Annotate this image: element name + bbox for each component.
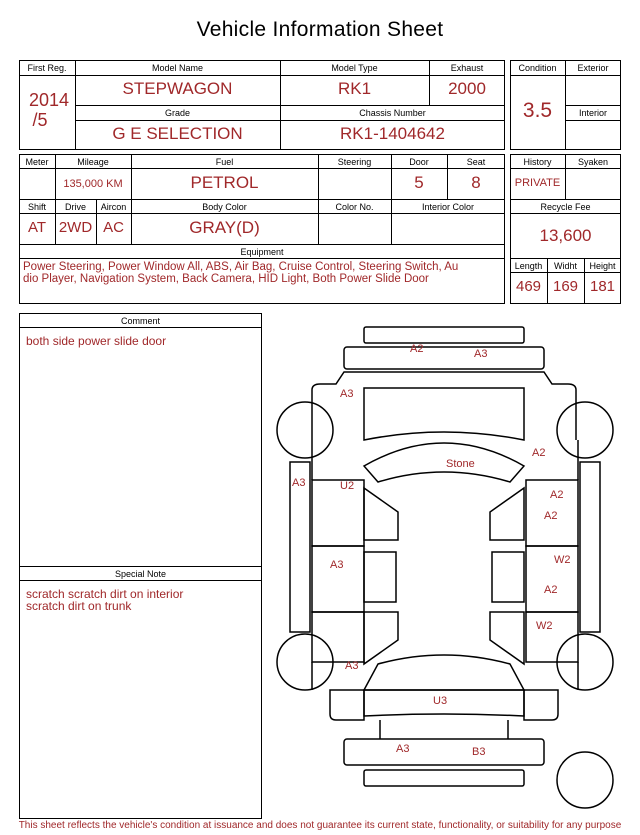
page-title: Vehicle Information Sheet xyxy=(196,18,444,41)
special-note-line-2: scratch dirt on trunk xyxy=(26,599,132,613)
history-value: PRIVATE xyxy=(514,177,561,189)
mark-right-slide-door-2: A2 xyxy=(544,584,558,596)
grade-value: G E SELECTION xyxy=(112,124,243,143)
mark-front-2: A3 xyxy=(474,348,488,360)
first-reg-month: /5 xyxy=(32,110,48,130)
mark-right-fender: A2 xyxy=(532,447,546,459)
fuel-value: PETROL xyxy=(190,173,259,192)
mark-rear-bumper-left: A3 xyxy=(396,743,410,755)
equipment-line-1: Power Steering, Power Window All, ABS, Air Bag, Cruise Control, Steering Switch, Au xyxy=(23,261,459,273)
model-type-value: RK1 xyxy=(337,79,372,98)
mark-right-slide-door-1: W2 xyxy=(554,554,571,566)
model-name-value: STEPWAGON xyxy=(122,79,233,98)
interior-color-label: Interior Color xyxy=(421,202,475,212)
color-no-label: Color No. xyxy=(335,202,374,212)
syaken-label: Syaken xyxy=(577,157,609,167)
chassis-number-label: Chassis Number xyxy=(359,108,426,118)
equipment-line-2: dio Player, Navigation System, Back Camera, HID Light, Both Power Slide Door xyxy=(23,273,429,285)
mark-left-pillar: A3 xyxy=(292,477,306,489)
model-type-label: Model Type xyxy=(331,63,378,73)
mark-right-front-door-2: A2 xyxy=(544,510,558,522)
shift-value: AT xyxy=(27,219,47,236)
drive-label: Drive xyxy=(64,202,86,212)
door-value: 5 xyxy=(414,173,424,192)
mark-right-front-door-1: A2 xyxy=(550,489,564,501)
interior-label: Interior xyxy=(578,108,607,118)
height-value: 181 xyxy=(589,278,616,295)
mark-left-a-pillar: U2 xyxy=(340,480,355,492)
mark-rear-bumper-right: B3 xyxy=(472,746,486,758)
mark-right-rear: W2 xyxy=(536,620,553,632)
history-label: History xyxy=(523,157,552,167)
special-note-label: Special Note xyxy=(114,569,167,579)
width-label: Widht xyxy=(553,261,577,271)
first-reg-label: First Reg. xyxy=(27,63,67,73)
length-value: 469 xyxy=(515,278,542,295)
chassis-number-value: RK1-1404642 xyxy=(340,124,445,143)
first-reg-year: 2014 xyxy=(28,90,70,110)
mark-left-slide-door: A3 xyxy=(330,559,344,571)
exhaust-value: 2000 xyxy=(448,79,486,98)
door-label: Door xyxy=(409,157,429,167)
exhaust-label: Exhaust xyxy=(450,63,484,73)
comment-text: both side power slide door xyxy=(26,334,167,348)
meter-label: Meter xyxy=(25,157,49,167)
disclaimer-footer: This sheet reflects the vehicle's condition at issuance and does not guarantee its current state, functionality, or suitability for any purpose xyxy=(18,820,622,831)
recycle-fee-value: 13,600 xyxy=(539,226,592,245)
model-name-label: Model Name xyxy=(151,63,204,73)
condition-label: Condition xyxy=(518,63,557,73)
mileage-label: Mileage xyxy=(77,157,109,167)
length-label: Length xyxy=(514,261,543,271)
mark-rear-roof: U3 xyxy=(433,695,448,707)
mark-left-rear: A3 xyxy=(345,660,359,672)
exterior-label: Exterior xyxy=(577,63,609,73)
body-color-value: GRAY(D) xyxy=(189,218,260,237)
height-label: Height xyxy=(589,261,616,271)
seat-label: Seat xyxy=(466,157,486,167)
comment-label: Comment xyxy=(120,316,160,326)
mark-front-1: A2 xyxy=(410,343,424,355)
seat-value: 8 xyxy=(471,173,481,192)
mark-windshield: Stone xyxy=(446,458,475,470)
special-note-line-1: scratch scratch dirt on interior xyxy=(26,587,184,601)
width-value: 169 xyxy=(552,278,579,295)
aircon-value: AC xyxy=(103,219,124,236)
fuel-label: Fuel xyxy=(215,157,234,167)
equipment-label: Equipment xyxy=(240,247,284,257)
grade-label: Grade xyxy=(164,108,190,118)
condition-value: 3.5 xyxy=(522,99,553,122)
mileage-value: 135,000 KM xyxy=(63,178,123,190)
recycle-fee-label: Recycle Fee xyxy=(540,202,591,212)
aircon-label: Aircon xyxy=(100,202,127,212)
mark-front-left-fender: A3 xyxy=(340,388,354,400)
body-color-label: Body Color xyxy=(202,202,247,212)
drive-value: 2WD xyxy=(58,219,93,236)
shift-label: Shift xyxy=(27,202,46,212)
steering-label: Steering xyxy=(337,157,372,167)
